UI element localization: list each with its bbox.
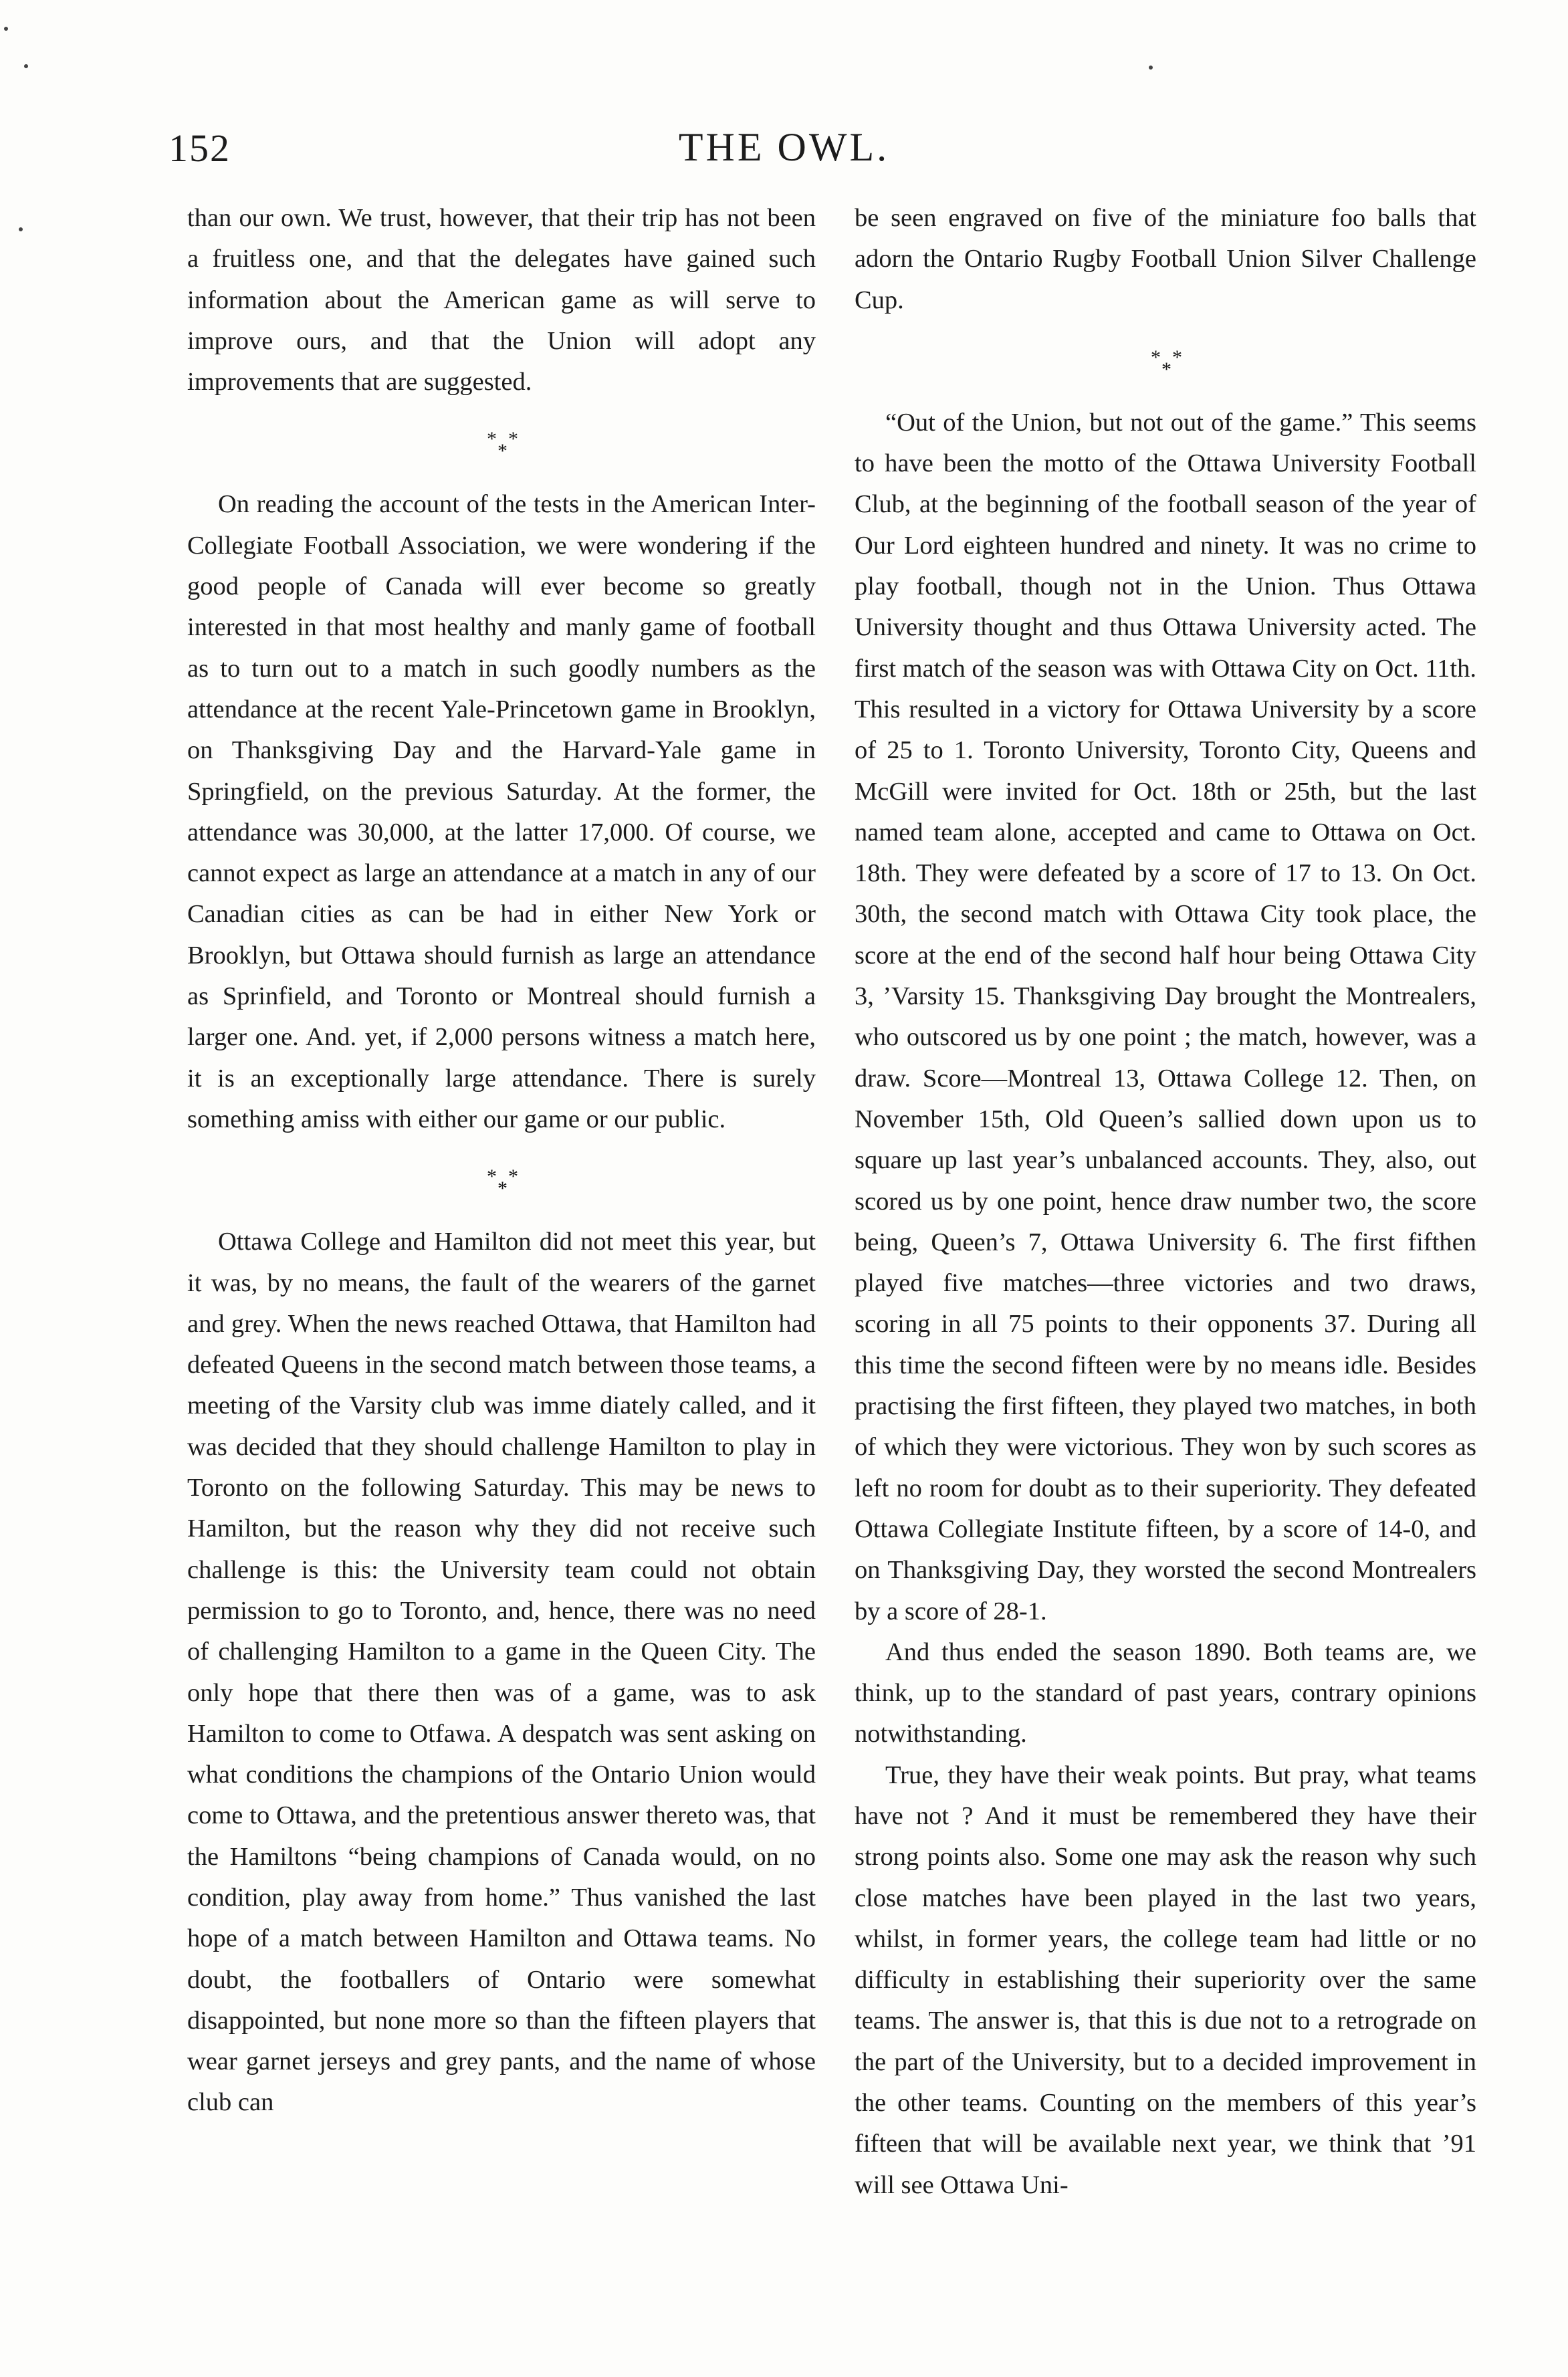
- paragraph: And thus ended the season 1890. Both teams are, we think, up to the standard of past years, contrary opinions notwithstanding.: [855, 1637, 1476, 1748]
- asterisk-glyph: *: [508, 1165, 518, 1188]
- left-column: [187, 198, 816, 2124]
- asterisk-glyph: *: [1161, 358, 1171, 380]
- paragraph: Ottawa College and Hamilton did not meet this year, but it was, by no means, the fault of the wearers of the garnet and grey. When the news reached Ottawa, that Hamilton had defeated Queens in the second match between those teams, a meeting of the Varsity club was imme diately called, and it was decided that they should challenge Hamilton to play in Toronto on the following Saturday. This may be news to Hamilton, but the reason why they did not receive such challenge is this: the University team could not obtain permission to go to Toronto, and, hence, there was no need of challenging Hamilton to a game in the Queen City. The only hope that there then was of a game, was to ask Hamilton to come to Otfawa. A despatch was sent asking on what conditions the champions of the Ontario Union would come to Ottawa, and the pretentious answer thereto was, that the Hamiltons “being champions of Canada would, on no condition, play away from home.” Thus vanished the last hope of a match between Hamilton and Ottawa teams. No doubt, the footballers of Ontario were somewhat disappointed, but none more so than the fifteen players that wear garnet jerseys and grey pants, and the name of whose club can: [187, 1228, 816, 2117]
- page-number: 152: [169, 126, 231, 170]
- right-column: [855, 198, 1476, 2206]
- section-separator: [855, 321, 1476, 403]
- scan-speck: [4, 27, 8, 31]
- asterisk-glyph: *: [487, 1165, 497, 1188]
- section-separator: [187, 1140, 816, 1222]
- asterisk-glyph: *: [497, 1177, 508, 1200]
- asterisk-glyph: *: [1172, 346, 1182, 368]
- asterisk-glyph: *: [497, 440, 508, 463]
- paragraph: “Out of the Union, but not out of the game.” This seems to have been the motto of the Ottawa University Football Club, at the beginning of the football season of the year of Our Lord eighteen hundred and ninety. It was no crime to play football, though not in the Union. Thus Ottawa University thought and thus Ottawa University acted. The first match of the season was with Ottawa City on Oct. 11th. This resulted in a victory for Ottawa University by a score of 25 to 1. Toronto University, Toronto City, Queens and McGill were invited for Oct. 18th or 25th, but the last named team alone, accepted and came to Ottawa on Oct. 18th. They were defeated by a score of 17 to 13. On Oct. 30th, the second match with Ottawa City took place, the score at the end of the second half hour being Ottawa City 3, ’Varsity 15. Thanksgiving Day brought the Montrealers, who outscored us by one point ; the match, however, was a draw. Score—Montreal 13, Ottawa College 12. Then, on November 15th, Old Queen’s sallied down upon us to square up last year’s unbalanced accounts. They, also, out scored us by one point, hence draw number two, the score being, Queen’s 7, Ottawa University 6. The first fifthen played five matches—three victories and two draws, scoring in all 75 points to their opponents 37. During all this time the second fifteen were by no means idle. Besides practising the first fifteen, they played two matches, in both of which they were victorious. They won by such scores as left no room for doubt as to their superiority. They defeated Ottawa Collegiate Institute fifteen, by a score of 14-0, and on Thanksgiving Day, they worsted the second Montrealers by a score of 28-1.: [855, 408, 1476, 1625]
- scan-speck: [24, 64, 28, 68]
- asterisk-glyph: *: [487, 428, 497, 451]
- paragraph: be seen engraved on five of the miniature foo balls that adorn the Ontario Rugby Football Union Silver Challenge Cup.: [855, 204, 1476, 314]
- paragraph: On reading the account of the tests in the American Inter-Collegiate Football Association, we were wondering if the good people of Canada will ever become so greatly interested in that most healthy and manly game of football as to turn out to a match in such goodly numbers as the attendance at the recent Yale-Princetown game in Brooklyn, on Thanksgiving Day and the Harvard-Yale game in Springfield, on the previous Saturday. At the former, the attendance was 30,000, at the latter 17,000. Of course, we cannot expect as large an attendance at a match in any of our Canadian cities as can be had in either New York or Brooklyn, but Ottawa should furnish as large an attendance as Sprinfield, and Toronto or Montreal should furnish a larger one. And. yet, if 2,000 persons witness a match here, it is an exceptionally large attendance. There is surely something amiss with either our game or our public.: [187, 490, 816, 1133]
- asterisk-glyph: *: [1151, 346, 1161, 368]
- section-separator: [187, 403, 816, 484]
- paragraph: True, they have their weak points. But pray, what teams have not ? And it must be remembered they have their strong points also. Some one may ask the reason why such close matches have been played in the last two years, whilst, in former years, the college team had little or no difficulty in establishing their superiority over the same teams. The answer is, that this is due not to a retrograde on the part of the University, but to a decided improvement in the other teams. Counting on the members of this year’s fifteen that will be available next year, we think that ’91 will see Ottawa Uni-: [855, 1761, 1476, 2199]
- scan-speck: [1149, 66, 1153, 70]
- running-head: THE OWL.: [678, 125, 890, 169]
- scan-speck: [19, 227, 23, 231]
- paragraph: than our own. We trust, however, that their trip has not been a fruitless one, and that the delegates have gained such information about the American game as will serve to improve ours, and that the Union will adopt any improvements that are suggested.: [187, 204, 816, 397]
- asterisk-glyph: *: [508, 428, 518, 451]
